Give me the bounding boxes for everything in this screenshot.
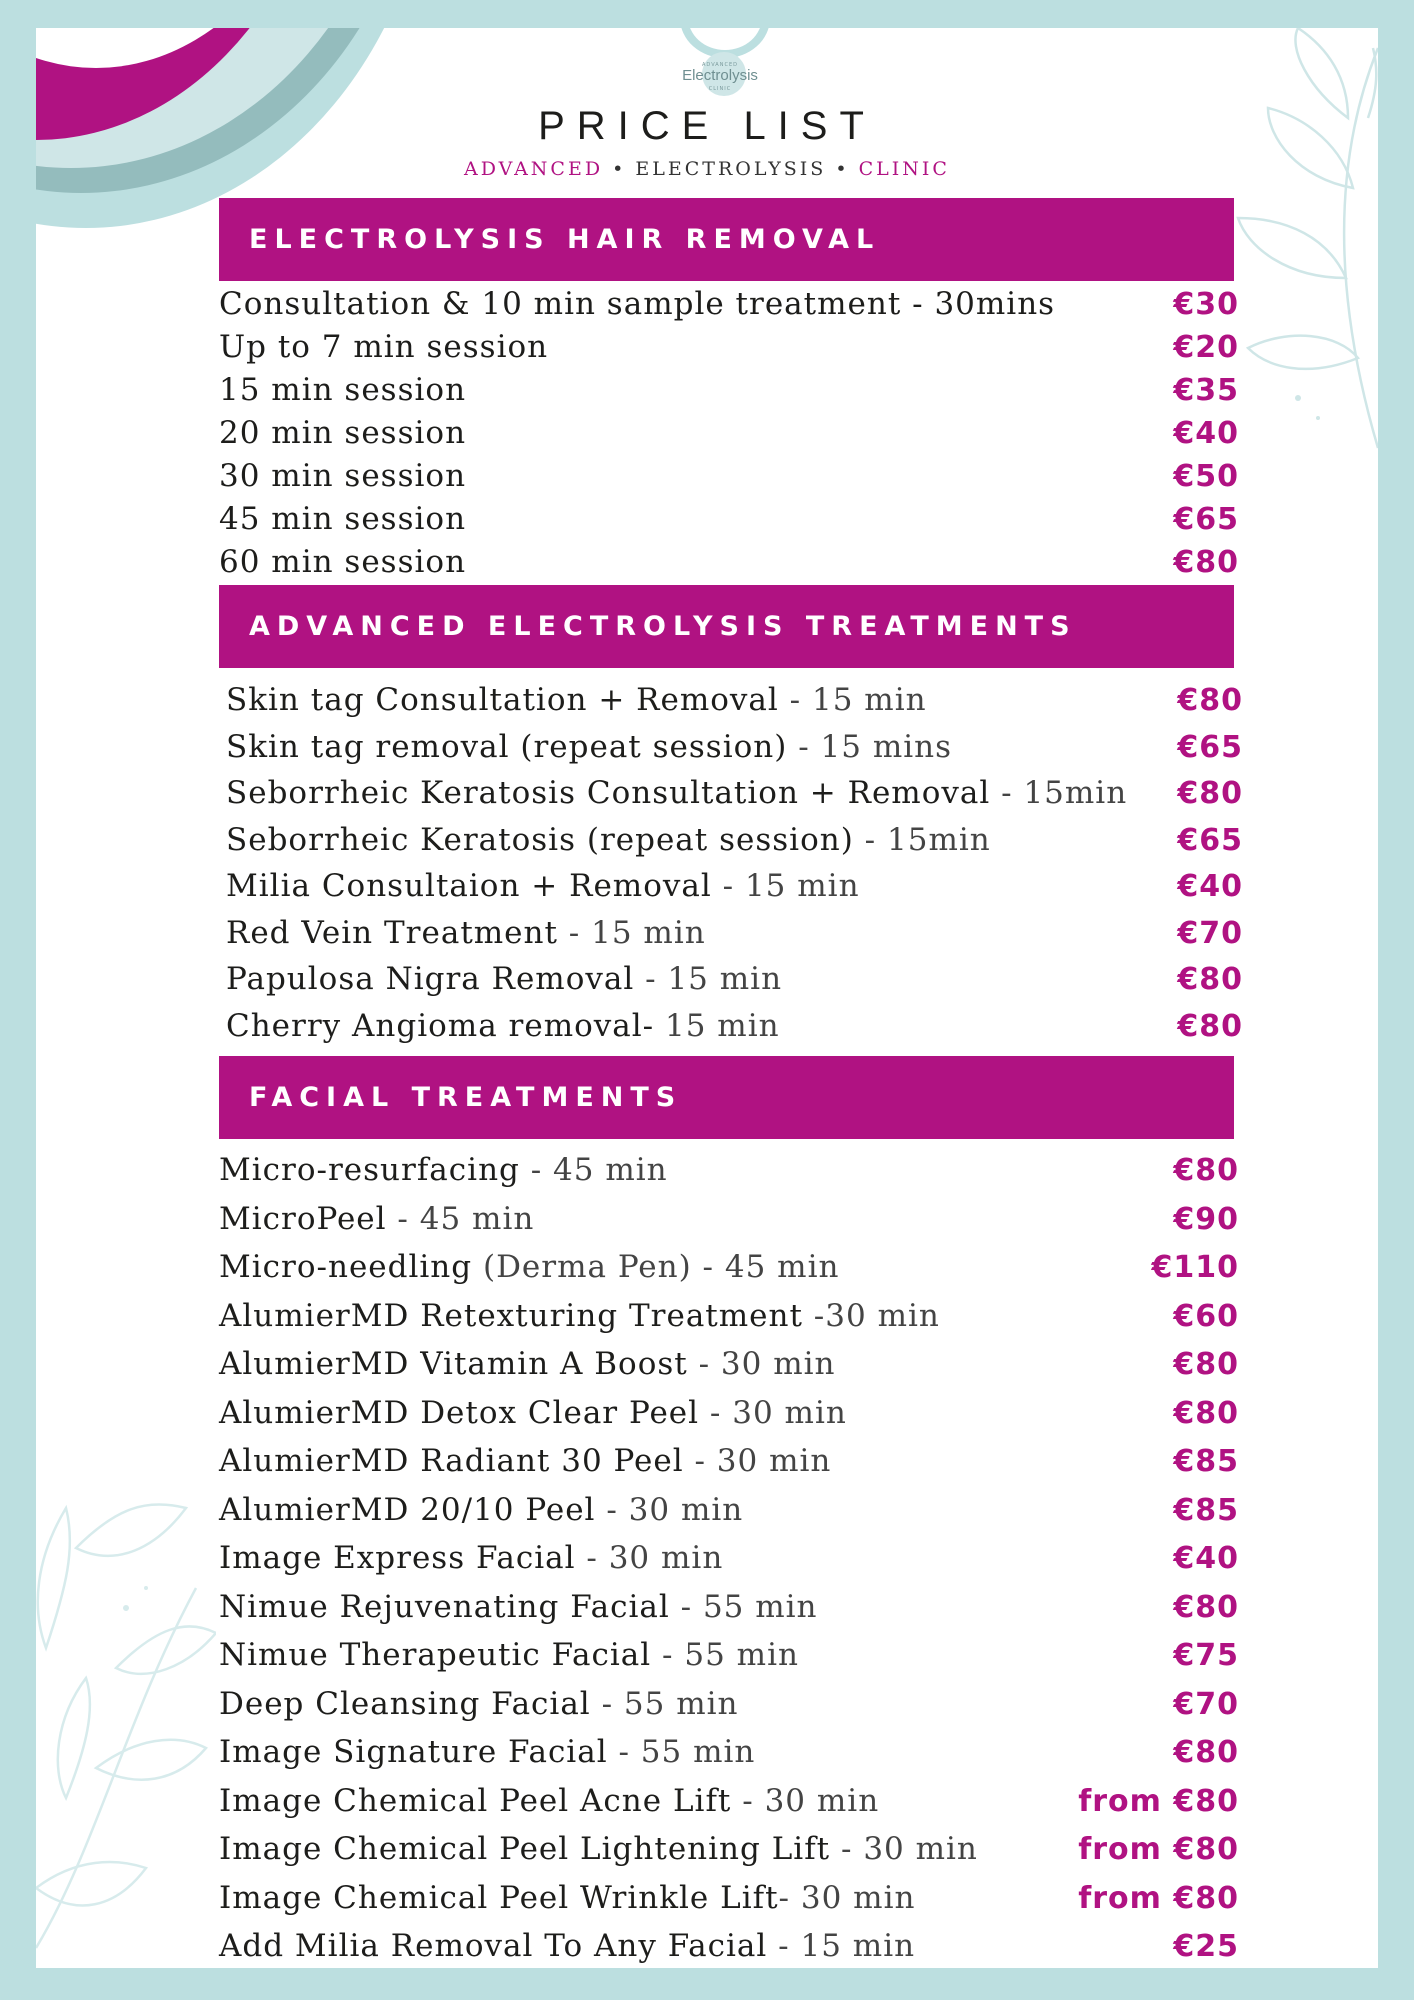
treatment-title: Nimue Rejuvenating Facial bbox=[219, 1588, 670, 1625]
treatment-price: €60 bbox=[1173, 1298, 1239, 1334]
clinic-logo bbox=[680, 50, 760, 105]
page-title: PRICE LIST bbox=[538, 104, 876, 148]
treatment-name bbox=[219, 1492, 743, 1528]
treatment-name bbox=[219, 1540, 723, 1576]
price-row bbox=[219, 286, 1239, 326]
treatment-title: Image Chemical Peel Lightening Lift bbox=[219, 1831, 831, 1867]
treatment-price: €40 bbox=[1173, 1541, 1239, 1576]
treatment-name bbox=[219, 544, 466, 580]
treatment-title: Image Chemical Peel Acne Lift bbox=[219, 1782, 732, 1819]
section-header: ADVANCED ELECTROLYSIS TREATMENTS bbox=[219, 585, 1234, 668]
price-row bbox=[219, 1637, 1239, 1683]
treatment-title: Add Milia Removal To Any Facial bbox=[219, 1928, 768, 1964]
treatment-duration: - 30 min bbox=[683, 1443, 832, 1479]
price-row bbox=[219, 1249, 1239, 1295]
treatment-name bbox=[219, 1395, 847, 1431]
treatment-title: Seborrheic Keratosis Consultation + Removal bbox=[226, 775, 991, 811]
treatment-name bbox=[219, 1346, 836, 1382]
treatment-name bbox=[219, 1734, 755, 1770]
treatment-title: Image Express Facial bbox=[219, 1540, 576, 1576]
treatment-title: AlumierMD Radiant 30 Peel bbox=[219, 1443, 684, 1479]
treatment-price: from €80 bbox=[1078, 1832, 1239, 1867]
subtitle-part: ADVANCED bbox=[464, 158, 604, 180]
treatment-title: AlumierMD Retexturing Treatment bbox=[219, 1297, 803, 1334]
treatment-name bbox=[219, 329, 548, 365]
treatment-title: MicroPeel bbox=[219, 1200, 387, 1237]
treatment-title: Cherry Angioma removal- bbox=[226, 1007, 655, 1044]
subtitle-part: CLINIC bbox=[858, 158, 950, 180]
treatment-name bbox=[219, 501, 466, 537]
treatment-title: Skin tag removal (repeat session) bbox=[226, 728, 788, 765]
treatment-price: from €80 bbox=[1078, 1880, 1239, 1916]
treatment-name bbox=[226, 822, 991, 858]
price-row bbox=[219, 1201, 1239, 1247]
treatment-price: €30 bbox=[1173, 287, 1239, 322]
treatment-name bbox=[219, 372, 466, 408]
price-row bbox=[226, 961, 1243, 1005]
treatment-price: €110 bbox=[1151, 1250, 1239, 1285]
treatment-title: AlumierMD Vitamin A Boost bbox=[219, 1346, 688, 1382]
logo-top-text: ADVANCED bbox=[702, 62, 738, 68]
price-row bbox=[226, 868, 1243, 912]
treatment-duration: - 55 min bbox=[651, 1637, 799, 1673]
treatment-title: 15 min session bbox=[219, 372, 467, 408]
treatment-price: €20 bbox=[1173, 330, 1239, 365]
treatment-duration: - 30 min bbox=[687, 1346, 836, 1382]
treatment-price: €80 bbox=[1173, 1395, 1239, 1431]
treatment-duration: - 30 min bbox=[778, 1879, 916, 1916]
treatment-price: €25 bbox=[1173, 1929, 1239, 1964]
page-subtitle bbox=[36, 158, 1378, 180]
price-row bbox=[219, 1395, 1239, 1441]
treatment-title: Papulosa Nigra Removal bbox=[226, 961, 635, 997]
treatment-price: €70 bbox=[1177, 915, 1243, 951]
treatment-price: €50 bbox=[1173, 459, 1239, 494]
treatment-name bbox=[219, 1201, 534, 1237]
treatment-price: €80 bbox=[1173, 1735, 1239, 1770]
treatment-name bbox=[226, 915, 706, 951]
treatment-title: Deep Cleansing Facial bbox=[219, 1685, 591, 1722]
treatment-price: €40 bbox=[1177, 869, 1243, 904]
treatment-duration: - 15min bbox=[853, 821, 991, 858]
price-row bbox=[219, 1152, 1239, 1198]
subtitle-separator: • bbox=[612, 158, 627, 180]
treatment-name bbox=[226, 729, 952, 765]
treatment-price: €80 bbox=[1173, 1589, 1239, 1625]
treatment-title: Milia Consultaion + Removal bbox=[226, 868, 712, 904]
treatment-name bbox=[219, 1443, 831, 1479]
price-row bbox=[226, 822, 1243, 866]
treatment-title: Image Signature Facial bbox=[219, 1734, 608, 1770]
treatment-title: AlumierMD 20/10 Peel bbox=[219, 1491, 596, 1528]
treatment-name bbox=[219, 415, 466, 451]
treatment-duration: - 15 min bbox=[634, 961, 783, 997]
treatment-duration: - 55 min bbox=[590, 1685, 739, 1722]
treatment-title: Micro-needling bbox=[219, 1249, 473, 1285]
treatment-title: 60 min session bbox=[219, 544, 467, 580]
treatment-name bbox=[226, 1008, 780, 1044]
price-row bbox=[219, 501, 1239, 541]
price-row bbox=[219, 1540, 1239, 1586]
treatment-duration: (Derma Pen) - 45 min bbox=[472, 1249, 840, 1285]
treatment-name bbox=[219, 1589, 818, 1625]
treatment-title: Red Vein Treatment bbox=[226, 914, 558, 951]
price-row bbox=[219, 415, 1239, 455]
price-row bbox=[219, 1734, 1239, 1780]
treatment-title: Micro-resurfacing bbox=[219, 1152, 520, 1188]
treatment-duration: - 15 min bbox=[557, 914, 706, 951]
treatment-title: 45 min session bbox=[219, 501, 467, 537]
treatment-price: €75 bbox=[1173, 1638, 1239, 1673]
treatment-duration: -30 min bbox=[802, 1297, 940, 1334]
price-row bbox=[219, 458, 1239, 498]
price-row bbox=[219, 372, 1239, 412]
treatment-duration: - 15 min bbox=[711, 868, 860, 904]
treatment-title: Consultation & 10 min sample treatment - 30mins bbox=[219, 286, 1056, 322]
leaf-decoration-icon bbox=[36, 1468, 216, 1968]
price-row bbox=[226, 775, 1243, 819]
price-row bbox=[219, 1686, 1239, 1732]
treatment-name bbox=[219, 1928, 915, 1964]
treatment-duration: 15 min bbox=[654, 1007, 780, 1044]
treatment-price: €70 bbox=[1173, 1686, 1239, 1722]
price-row bbox=[219, 1783, 1239, 1829]
logo-bottom-text: CLINIC bbox=[708, 86, 732, 92]
treatment-price: €85 bbox=[1173, 1492, 1239, 1528]
price-row bbox=[226, 1008, 1243, 1052]
treatment-name bbox=[219, 1686, 738, 1722]
treatment-price: €40 bbox=[1173, 416, 1239, 451]
treatment-name bbox=[219, 1249, 839, 1285]
treatment-duration: - 15 min bbox=[767, 1928, 916, 1964]
treatment-duration: - 55 min bbox=[669, 1588, 818, 1625]
treatment-price: €80 bbox=[1173, 1153, 1239, 1188]
treatment-price: from €80 bbox=[1078, 1783, 1239, 1819]
price-row bbox=[219, 1492, 1239, 1538]
price-row bbox=[219, 1589, 1239, 1635]
subtitle-part: ELECTROLYSIS bbox=[635, 158, 827, 180]
treatment-title: Up to 7 min session bbox=[219, 329, 549, 365]
treatment-duration: - 15 mins bbox=[787, 728, 953, 765]
price-row bbox=[226, 729, 1243, 773]
price-row bbox=[226, 915, 1243, 959]
price-row bbox=[219, 1880, 1239, 1926]
treatment-name bbox=[219, 458, 466, 494]
treatment-price: €80 bbox=[1177, 683, 1243, 718]
treatment-name bbox=[219, 286, 1055, 322]
treatment-title: Seborrheic Keratosis (repeat session) bbox=[226, 821, 854, 858]
treatment-duration: - 15min bbox=[990, 775, 1128, 811]
price-row bbox=[219, 1831, 1239, 1877]
treatment-duration: - 55 min bbox=[607, 1734, 756, 1770]
treatment-name bbox=[219, 1152, 668, 1188]
price-row bbox=[219, 1928, 1239, 1968]
treatment-duration: - 15 min bbox=[778, 682, 927, 718]
subtitle-separator: • bbox=[835, 158, 850, 180]
price-row bbox=[219, 1298, 1239, 1344]
treatment-duration: - 30 min bbox=[699, 1394, 847, 1431]
treatment-name bbox=[219, 1831, 978, 1867]
treatment-title: AlumierMD Detox Clear Peel bbox=[219, 1394, 700, 1431]
treatment-title: Skin tag Consultation + Removal bbox=[226, 682, 779, 718]
treatment-name bbox=[219, 1880, 915, 1916]
treatment-name bbox=[219, 1783, 879, 1819]
price-row bbox=[219, 1443, 1239, 1489]
treatment-price: €65 bbox=[1173, 502, 1239, 537]
treatment-name bbox=[226, 868, 860, 904]
treatment-title: 30 min session bbox=[219, 458, 467, 494]
treatment-title: 20 min session bbox=[219, 415, 467, 451]
treatment-price: €85 bbox=[1173, 1444, 1239, 1479]
treatment-duration: - 30 min bbox=[575, 1540, 724, 1576]
treatment-duration: - 30 min bbox=[830, 1831, 978, 1867]
treatment-price: €90 bbox=[1173, 1201, 1239, 1237]
treatment-name bbox=[226, 682, 927, 718]
treatment-price: €35 bbox=[1173, 373, 1239, 408]
treatment-duration: - 45 min bbox=[519, 1152, 668, 1188]
price-list-page bbox=[36, 28, 1378, 1968]
treatment-name bbox=[219, 1298, 940, 1334]
treatment-price: €80 bbox=[1173, 1347, 1239, 1382]
treatment-price: €80 bbox=[1177, 1008, 1243, 1044]
price-row bbox=[219, 544, 1239, 584]
price-row bbox=[219, 1346, 1239, 1392]
treatment-name bbox=[226, 775, 1127, 811]
treatment-title: Nimue Therapeutic Facial bbox=[219, 1637, 652, 1673]
treatment-price: €80 bbox=[1177, 962, 1243, 997]
section-header: ELECTROLYSIS HAIR REMOVAL bbox=[219, 198, 1234, 281]
treatment-name bbox=[219, 1637, 799, 1673]
treatment-name bbox=[226, 961, 782, 997]
treatment-title: Image Chemical Peel Wrinkle Lift bbox=[219, 1879, 779, 1916]
price-row bbox=[226, 682, 1243, 726]
logo-main-text: Electrolysis bbox=[682, 67, 758, 84]
treatment-duration: - 45 min bbox=[386, 1200, 535, 1237]
price-row bbox=[219, 329, 1239, 369]
treatment-price: €80 bbox=[1173, 545, 1239, 580]
section-header: FACIAL TREATMENTS bbox=[219, 1056, 1234, 1139]
treatment-duration: - 30 min bbox=[595, 1491, 744, 1528]
treatment-price: €65 bbox=[1177, 729, 1243, 765]
treatment-price: €65 bbox=[1177, 822, 1243, 858]
treatment-price: €80 bbox=[1177, 776, 1243, 811]
treatment-duration: - 30 min bbox=[731, 1782, 880, 1819]
